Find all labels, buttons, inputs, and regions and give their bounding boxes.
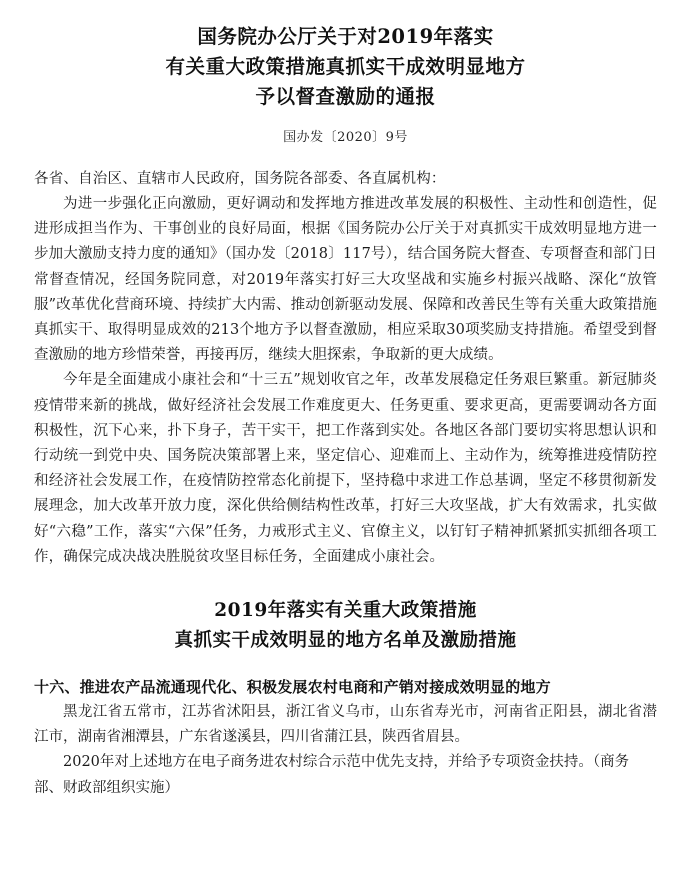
section-title-line-1: 2019年落实有关重大政策措施 bbox=[214, 600, 477, 622]
body-paragraph-2: 今年是全面建成小康社会和“十三五”规划收官之年，改革发展稳定任务艰巨繁重。新冠肺炎疫情带来新的挑战，做好经济社会发展工作难度更大、任务更重、要求更高，更需要调动各方面积极性，沉下心来，扑下身子，苦干实干，把工作落到实处。各地区各部门要切实将思想认识和行动统一到党中央、国务院决策部署上来，坚定信心、迎难而上、主动作为，统筹推进疫情防控和经济社会发展工作，在疫情防控常态化前提下，坚持稳中求进工作总基调，坚定不移贯彻新发展理念，加大改革开放力度，深化供给侧结构性改革，打好三大攻坚战，扩大有效需求，扎实做好“六稳”工作，落实“六保”任务，力戒形式主义、官僚主义，以钉钉子精神抓紧抓实抓细各项工作，确保完成决战决胜脱贫攻坚目标任务，全面建成小康社会。 bbox=[34, 372, 657, 565]
subsection-locations-list: 黑龙江省五常市，江苏省沭阳县，浙江省义乌市，山东省寿光市，河南省正阳县，湖北省潜江市，湖南省湘潭县，广东省遂溪县，四川省蒲江县，陕西省眉县。 bbox=[34, 704, 657, 746]
page-title-line-2: 有关重大政策措施真抓实干成效明显地方 bbox=[165, 55, 526, 78]
section-title bbox=[34, 596, 657, 656]
subsection-measure-line-1: 2020年对上述地方在电子商务进农村综合示范中优先支持，并给予专项资金扶持。（商务 bbox=[63, 754, 630, 771]
salutation: 各省、自治区、直辖市人民政府，国务院各部委、各直属机构： bbox=[34, 171, 446, 187]
page-title-line-1: 国务院办公厅关于对2019年落实 bbox=[197, 25, 494, 48]
subsection-title: 十六、推进农产品流通现代化、积极发展农村电商和产销对接成效明显的地方 bbox=[34, 678, 551, 697]
body-paragraph-1: 为进一步强化正向激励，更好调动和发挥地方推进改革发展的积极性、主动性和创造性，促进形成担当作为、干事创业的良好局面，根据《国务院办公厅关于对真抓实干成效明显地方进一步加大激励支持力度的通知》（国办发〔2018〕117号），结合国务院大督查、专项督查和部门日常督查情况，经国务院同意，对2019年落实打好三大攻坚战和实施乡村振兴战略、深化“放管服”改革优化营商环境、持续扩大内需、推动创新驱动发展、保障和改善民生等有关重大政策措施真抓实干、取得明显成效的213个地方予以督查激励，相应采取30项奖励支持措施。希望受到督查激励的地方珍惜荣誉，再接再厉，继续大胆探索，争取新的更大成绩。 bbox=[34, 196, 657, 364]
page-title bbox=[34, 22, 657, 112]
section-title-line-2: 真抓实干成效明显的地方名单及激励措施 bbox=[174, 630, 517, 652]
page-title-line-3: 予以督查激励的通报 bbox=[255, 85, 436, 108]
document-number: 国办发〔2020〕9号 bbox=[283, 130, 408, 145]
subsection-measure-line-2: 部、财政部组织实施） bbox=[34, 779, 179, 796]
